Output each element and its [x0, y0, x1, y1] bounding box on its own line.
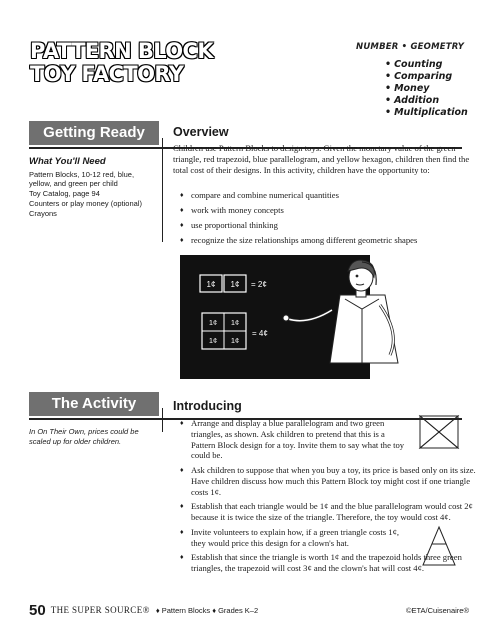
page-title: [30, 40, 230, 86]
step-item: ♦ Establish that since the triangle is worth 1¢ and the trapezoid holds three green triangles, the trapezoid will cost 3¢ and the clown's hat will cost 4¢.: [180, 552, 478, 574]
needs-heading: What You'll Need: [29, 156, 106, 167]
overview-bullet: ♦ use proportional thinking: [180, 220, 480, 231]
teacher-blackboard-illustration: [180, 255, 480, 380]
step-item: ♦ Establish that each triangle would be 1¢ and the blue parallelogram would cost 2¢ because it is twice the size of the triangle. Therefore, the toy would cost 4¢.: [180, 501, 478, 523]
board-cell-label: 1¢: [206, 280, 216, 289]
material-item: Crayons: [29, 209, 57, 219]
introducing-heading: Introducing: [173, 399, 242, 413]
page-number: 50: [29, 601, 46, 619]
topic-strands: NUMBER • GEOMETRY: [356, 42, 465, 52]
step-item: ♦ Arrange and display a blue parallelogram and two green triangles, as shown. Ask children to pretend that this is a Pattern Block design for a toy. Invite them to say what the toy could be.: [180, 418, 408, 461]
material-item: Pattern Blocks, 10-12 red, blue, yellow, and green per child: [29, 170, 135, 189]
side-note: In On Their Own, prices could be scaled up for older children.: [29, 427, 139, 446]
board-total: = 2¢: [251, 280, 267, 289]
skill-item: • Addition: [385, 95, 468, 107]
board-cell-label: 1¢: [208, 336, 218, 345]
skill-item: • Comparing: [385, 71, 468, 83]
overview-heading: Overview: [173, 125, 229, 139]
board-total: = 4¢: [252, 329, 268, 338]
skills-list: [385, 59, 468, 119]
overview-bullet: ♦ compare and combine numerical quantities: [180, 190, 480, 201]
getting-ready-tab: Getting Ready: [29, 121, 159, 145]
title-line-2: TOY FACTORY: [30, 62, 184, 86]
overview-bullet: ♦ recognize the size relationships among different geometric shapes: [180, 235, 480, 246]
board-cell-label: 1¢: [230, 280, 240, 289]
column-divider: [162, 138, 163, 242]
step-item: ♦ Ask children to suppose that when you buy a toy, its price is based only on its size. Have children discuss how much this Pattern Block toy might cost if one triangle costs 1¢.: [180, 465, 478, 497]
parallelogram-triangle-toy-diagram: [418, 414, 460, 450]
materials-list: [29, 170, 153, 219]
material-item: Counters or play money (optional): [29, 199, 142, 209]
footer-meta: ♦ Pattern Blocks ♦ Grades K–2: [155, 605, 259, 615]
board-cell-label: 1¢: [230, 318, 240, 327]
step-item: ♦ Invite volunteers to explain how, if a green triangle costs 1¢, they would price this design for a clown's hat.: [180, 527, 408, 549]
board-cell-label: 1¢: [208, 318, 218, 327]
the-activity-tab: The Activity: [29, 392, 159, 416]
material-item: Toy Catalog, page 94: [29, 189, 100, 199]
series-name: THE SUPER SOURCE®: [50, 605, 150, 615]
column-divider: [162, 408, 163, 432]
page-footer: [29, 601, 469, 619]
overview-text: Children use Pattern Blocks to design toys. Given the monetary value of the green triangle, red trapezoid, blue parallelogram, and yellow hexagon, children then find the total cost of their designs. In this activity, children have the opportunity to:: [173, 143, 470, 175]
skill-item: • Counting: [385, 59, 468, 71]
clown-hat-diagram: [421, 525, 457, 567]
skill-item: • Money: [385, 83, 468, 95]
overview-bullet: ♦ work with money concepts: [180, 205, 480, 216]
overview-bullets: [180, 190, 480, 250]
copyright: ©ETA/Cuisenaire®: [405, 605, 469, 615]
skill-item: • Multiplication: [385, 107, 468, 119]
board-cell-label: 1¢: [230, 336, 240, 345]
title-line-1: PATTERN BLOCK: [30, 39, 213, 63]
